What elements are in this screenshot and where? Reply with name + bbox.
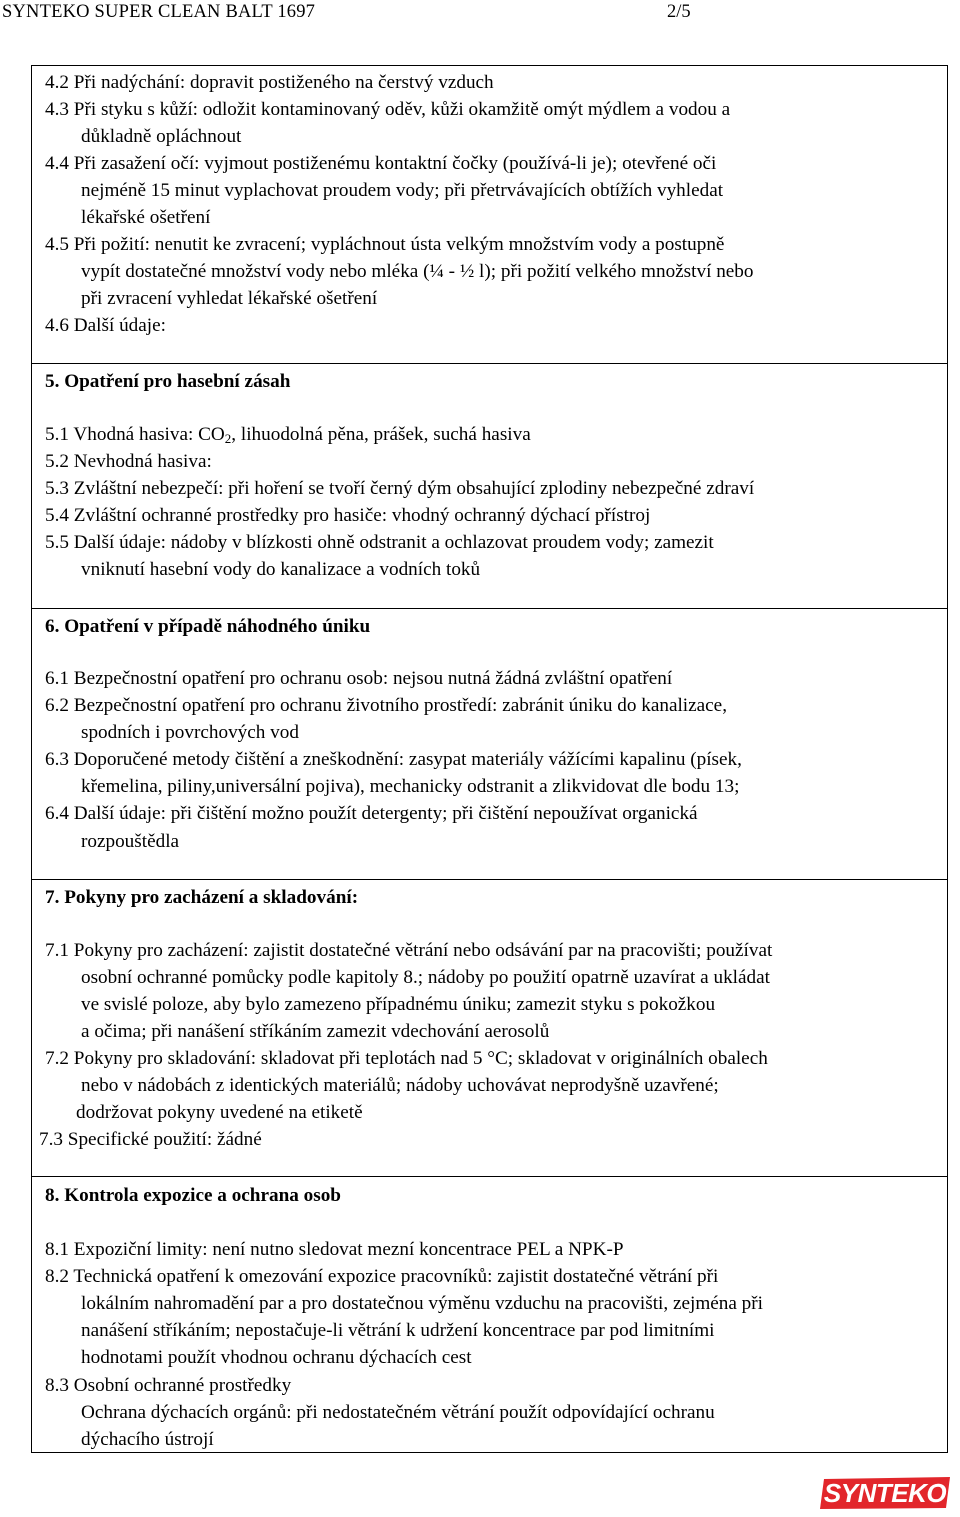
- text-line: lokálním nahromadění par a pro dostatečnou výměnu vzduchu na pracovišti, zejména při: [81, 1293, 763, 1314]
- text-line: 4.6 Další údaje:: [45, 315, 166, 336]
- text-line: a očima; při nanášení stříkáním zamezit vdechování aerosolů: [81, 1021, 550, 1042]
- document-title: SYNTEKO SUPER CLEAN BALT 1697: [2, 2, 316, 22]
- text-line: ve svislé poloze, aby bylo zamezeno případnému úniku; zamezit styku s pokožkou: [81, 994, 716, 1015]
- text-line: nejméně 15 minut vyplachovat proudem vody; při přetrvávajících obtížích vyhledat: [81, 180, 724, 201]
- text-line: důkladně opláchnout: [81, 126, 242, 147]
- text-line: při zvracení vyhledat lékařské ošetření: [81, 288, 378, 309]
- logo-wordmark: SYNTEKO: [823, 1478, 947, 1508]
- text-line: 6.1 Bezpečnostní opatření pro ochranu osob: nejsou nutná žádná zvláštní opatření: [45, 668, 673, 689]
- text-line: osobní ochranné pomůcky podle kapitoly 8.; nádoby po použití opatrně uzavírat a ukládat: [81, 967, 770, 988]
- text-line: 8.3 Osobní ochranné prostředky: [45, 1375, 292, 1396]
- text-line: 5.3 Zvláštní nebezpečí: při hoření se tvoří černý dým obsahující zplodiny nebezpečné zdraví: [45, 478, 755, 499]
- text-line: 4.5 Při požití: nenutit ke zvracení; vypláchnout ústa velkým množstvím vody a postupně: [45, 234, 725, 255]
- text-line: 5.5 Další údaje: nádoby v blízkosti ohně odstranit a ochlazovat proudem vody; zamezit: [45, 532, 714, 553]
- text-line: 4.3 Při styku s kůží: odložit kontaminovaný oděv, kůži okamžitě omýt mýdlem a vodou a: [45, 99, 731, 120]
- text-line: vniknutí hasební vody do kanalizace a vodních toků: [81, 559, 481, 580]
- section-heading: 8. Kontrola expozice a ochrana osob: [45, 1185, 341, 1206]
- section-divider: [31, 1176, 948, 1177]
- text-line: 8.2 Technická opatření k omezování expozice pracovníků: zajistit dostatečné větrání při: [45, 1266, 719, 1287]
- page-number: 2/5: [667, 2, 691, 22]
- section-heading: 5. Opatření pro hasební zásah: [45, 371, 291, 392]
- text-line: 8.1 Expoziční limity: není nutno sledovat mezní koncentrace PEL a NPK-P: [45, 1239, 624, 1260]
- section-divider: [31, 879, 948, 880]
- text-line: Ochrana dýchacích orgánů: při nedostatečném větrání použít odpovídající ochranu: [81, 1402, 715, 1423]
- page-header: [0, 0, 700, 24]
- text-line: 5.1 Vhodná hasiva: $CO_2$, lihuodolná pěna, prášek, suchá hasiva: [45, 424, 531, 446]
- section-divider: [31, 363, 948, 364]
- text-line: hodnotami použít vhodnou ochranu dýchacích cest: [81, 1347, 472, 1368]
- text-line: lékařské ošetření: [81, 207, 211, 228]
- text-line: 6.3 Doporučené metody čištění a zneškodnění: zasypat materiály vážícími kapalinu (písek,: [45, 749, 742, 770]
- text-line: vypít dostatečné množství vody nebo mléka (¼ - ½ l); při požití velkého množství nebo: [81, 261, 754, 282]
- text-line: 7.3 Specifické použití: žádné: [39, 1129, 262, 1150]
- text-line: 5.2 Nevhodná hasiva:: [45, 451, 212, 472]
- text-line: 6.4 Další údaje: při čištění možno použít detergenty; při čištění nepoužívat organická: [45, 803, 698, 824]
- text-line: nebo v nádobách z identických materiálů; nádoby uchovávat neprodyšně uzavřené;: [81, 1075, 719, 1096]
- text-line: 7.1 Pokyny pro zacházení: zajistit dostatečné větrání nebo odsávání par na pracovišti; používat: [45, 940, 773, 961]
- text-line: rozpouštědla: [81, 831, 180, 852]
- text-line: 4.2 Při nadýchání: dopravit postiženého na čerstvý vzduch: [45, 72, 494, 93]
- section-heading: 6. Opatření v případě náhodného úniku: [45, 616, 371, 637]
- text-line: křemelina, piliny,universální pojiva), mechanicky odstranit a zlikvidovat dle bodu 13;: [81, 776, 740, 797]
- text-line: 4.4 Při zasažení očí: vyjmout postiženému kontaktní čočky (používá-li je); otevřené oči: [45, 153, 717, 174]
- text-line: 7.2 Pokyny pro skladování: skladovat při teplotách nad 5 °C; skladovat v originálních obalech: [45, 1048, 768, 1069]
- text-line: 5.4 Zvláštní ochranné prostředky pro hasiče: vhodný ochranný dýchací přístroj: [45, 505, 651, 526]
- text-line: nanášení stříkáním; nepostačuje-li větrání k udržení koncentrace par pod limitními: [81, 1320, 715, 1341]
- text-line: 6.2 Bezpečnostní opatření pro ochranu životního prostředí: zabránit úniku do kanalizace,: [45, 695, 727, 716]
- text-line: spodních i povrchových vod: [81, 722, 299, 743]
- section-divider: [31, 608, 948, 609]
- synteko-logo: [818, 1475, 952, 1511]
- section-heading: 7. Pokyny pro zacházení a skladování:: [45, 887, 359, 908]
- text-line: dýchacího ústrojí: [81, 1429, 214, 1450]
- text-line: dodržovat pokyny uvedené na etiketě: [76, 1102, 363, 1123]
